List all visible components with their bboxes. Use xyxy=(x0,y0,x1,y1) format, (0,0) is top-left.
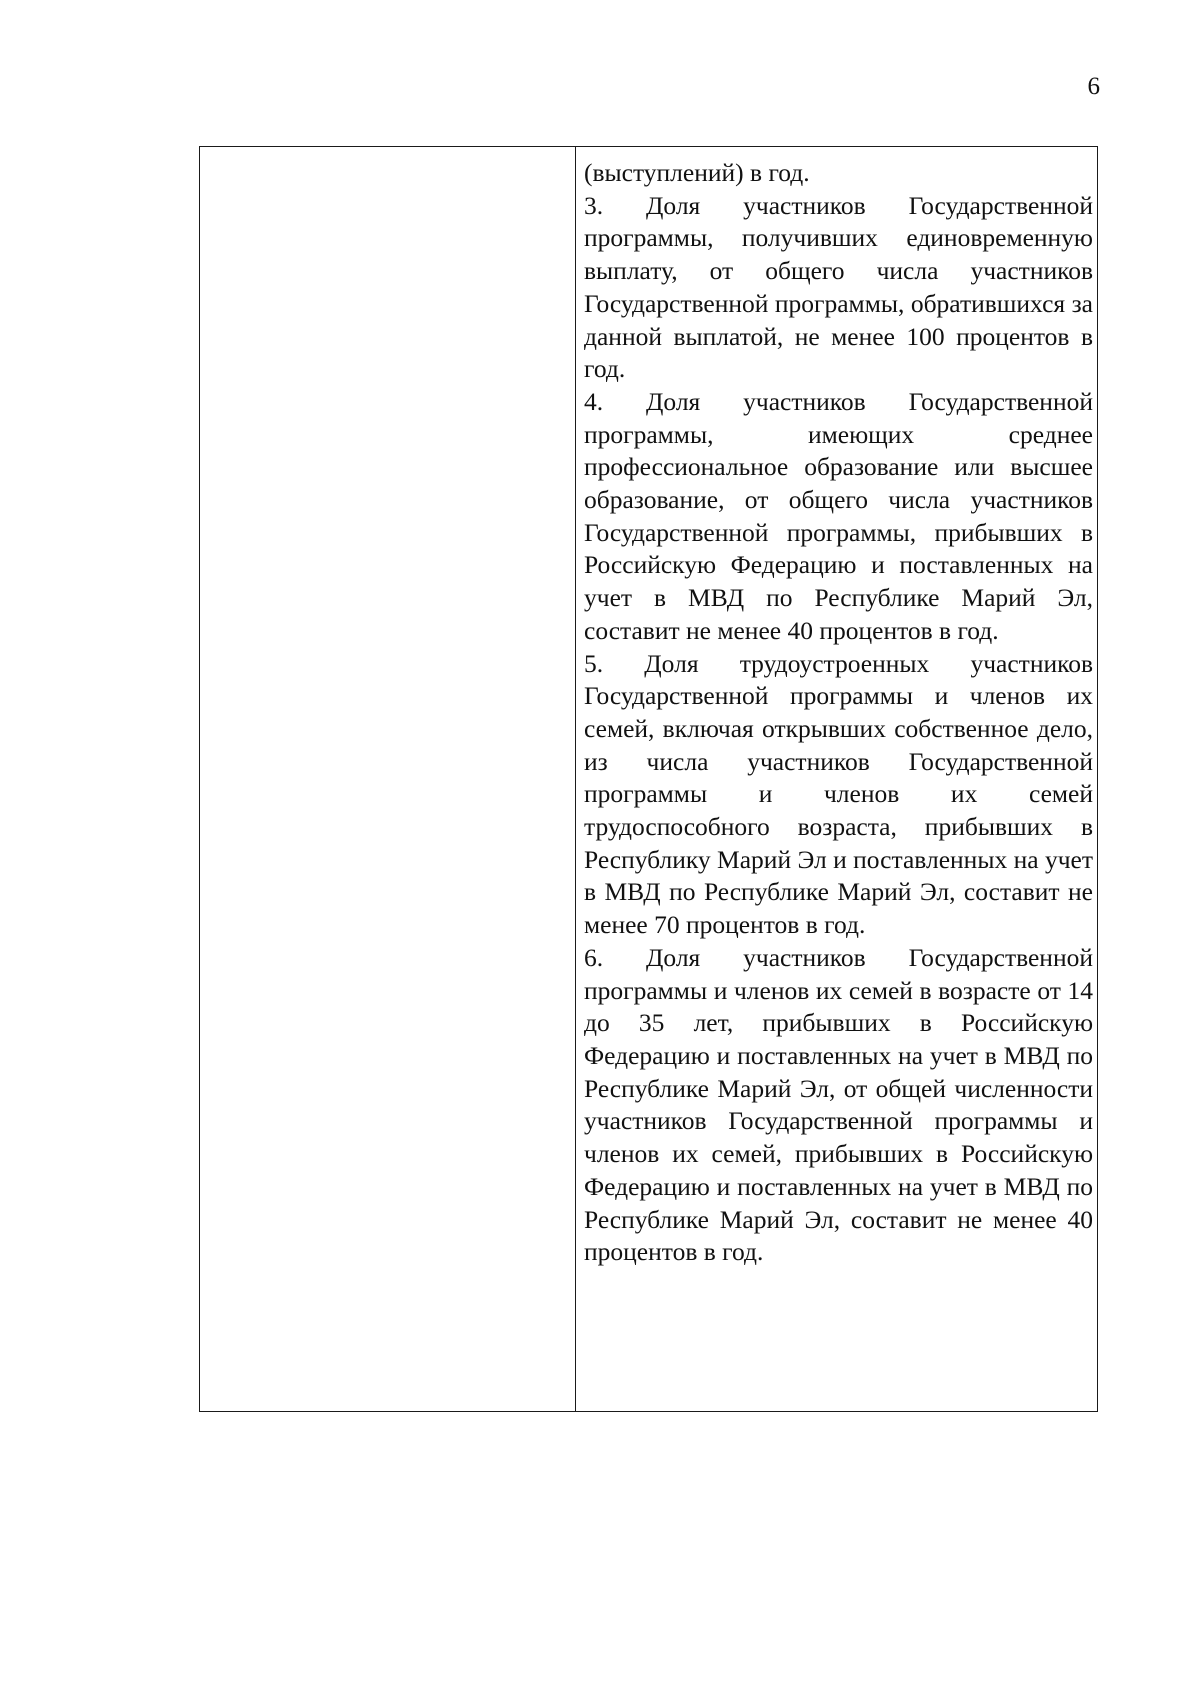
page-number: 6 xyxy=(1087,73,1100,100)
paragraph-continuation: (выступлений) в год. xyxy=(584,158,810,187)
document-table xyxy=(199,146,1098,1412)
paragraph-item-4: 4. Доля участников Государственной программы, имеющих среднее профессиональное образование или высшее образование, от общего числа участников Государственной программы, прибывших в Российскую Федерацию и поставленных на учет в МВД по Республике Марий Эл, составит не менее 40 процентов в год. xyxy=(584,386,1093,645)
table-row xyxy=(200,147,1098,1412)
table-cell-right xyxy=(576,147,1098,1412)
paragraph-item-5: 5. Доля трудоустроенных участников Государственной программы и членов их семей, включая открывших собственное дело, из числа участников Государственной программы и членов их семей трудоспособного возраста, прибывших в Республику Марий Эл и поставленных на учет в МВД по Республике Марий Эл, составит не менее 70 процентов в год. xyxy=(584,648,1093,940)
right-cell-content xyxy=(576,147,1097,1269)
paragraph-item-6: 6. Доля участников Государственной программы и членов их семей в возрасте от 14 до 35 лет, прибывших в Российскую Федерацию и поставленных на учет в МВД по Республике Марий Эл, от общей численности участников Государственной программы и членов их семей, прибывших в Российскую Федерацию и поставленных на учет в МВД по Республике Марий Эл, составит не менее 40 процентов в год. xyxy=(584,942,1093,1267)
paragraph-item-3: 3. Доля участников Государственной программы, получивших единовременную выплату, от общего числа участников Государственной программы, обратившихся за данной выплатой, не менее 100 процентов в год. xyxy=(584,190,1093,384)
table-cell-left xyxy=(200,147,576,1412)
